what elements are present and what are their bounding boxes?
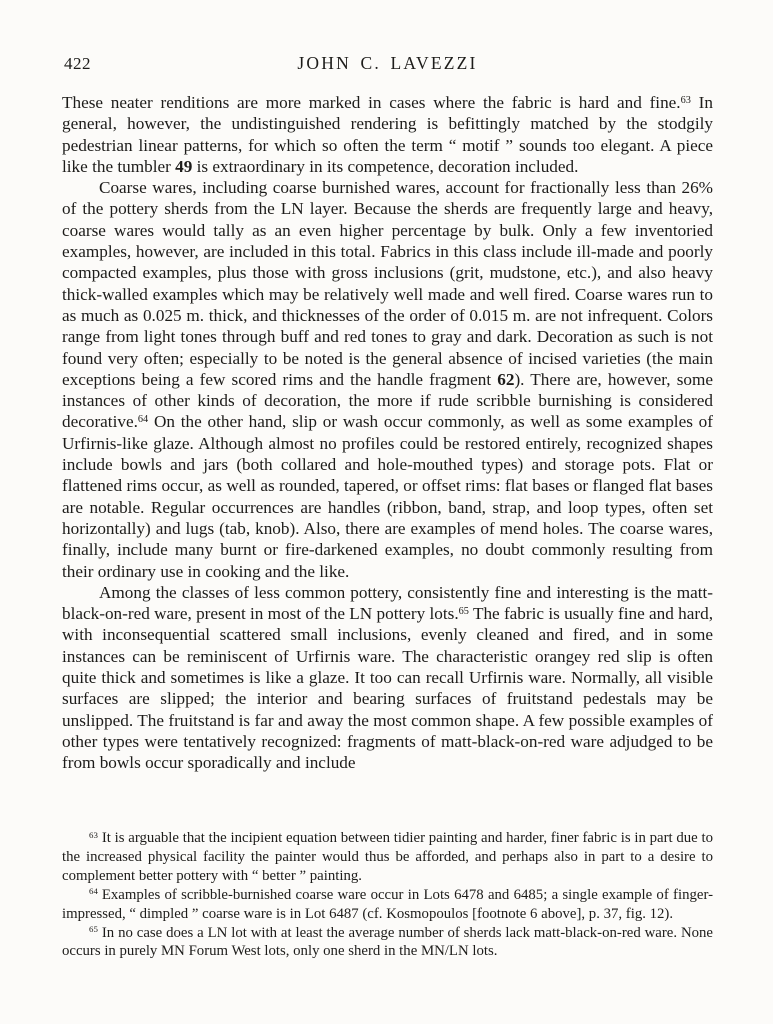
footnote-reference: 64 [137, 414, 149, 426]
catalogue-number: 49 [175, 156, 193, 176]
footnote-63: $^{63}$ It is arguable that the incipient equation between tidier painting and harder, finer fabric is in part due to the increased physical facility the painter would thus be afforded, and perhaps also in part to a desire to complement better pottery with “ better ” painting. [62, 829, 713, 884]
paragraph: Coarse wares, including coarse burnished wares, account for fractionally less than 26% of the pottery sherds from the LN layer. Because the sherds are frequently large and heavy, coarse wares would tally as an even higher percentage by bulk. Only a few inventoried examples, however, are included in this total. Fabrics in this class include ill-made and poorly compacted examples, plus those with gross inclusions (grit, mudstone, etc.), and also heavy thick-walled examples which may be relatively well made and well fired. Coarse wares run to as much as 0.025 m. thick, and thicknesses of the order of 0.015 m. are not infrequent. Colors range from light tones through buff and red tones to gray and dark. Decoration as such is not found very often; especially to be noted is the general absence of incised varieties (the main exceptions being a few scored rims and the handle fragment 62). There are, however, some instances of other kinds of decoration, the more if rude scribble burnishing is considered decorative.$^{64}$ On the other hand, slip or wash occur commonly, as well as some examples of Urfirnis-like glaze. Although almost no profiles could be restored entirely, recognized shapes include bowls and jars (both collared and hole-mouthed types) and storage pots. Flat or flattened rims occur, as well as rounded, tapered, or offset rims: flat bases or flanged flat bases are notable. Regular occurrences are handles (ribbon, band, strap, and loop types, often set horizontally) and lugs (tab, knob). Also, there are examples of mend holes. The coarse wares, finally, include many burnt or fire-darkened examples, no doubt commonly resulting from their ordinary use in cooking and the like. [62, 178, 713, 581]
paragraph: Among the classes of less common pottery, consistently fine and interesting is the matt-black-on-red ware, present in most of the LN pottery lots.$^{65}$ The fabric is usually fine and hard, with inconsequential scattered small inclusions, evenly cleaned and fired, and in some instances can be reminiscent of Urfirnis ware. The characteristic orangey red slip is often quite thick and sometimes is like a glaze. It too can recall Urfirnis ware. Normally, all visible surfaces are slipped; the interior and bearing surfaces of fruitstand pedestals may be unslipped. The fruitstand is far and away the most common shape. A few possible examples of other types were tentatively recognized: fragments of matt-black-on-red ware adjudged to be from bowls occur sporadically and include [62, 582, 714, 773]
footnote-reference: 65 [458, 605, 469, 617]
body-text [62, 92, 713, 774]
footnotes-section [62, 829, 713, 961]
footnote-64: $^{64}$ Examples of scribble-burnished coarse ware occur in Lots 6478 and 6485; a single example of finger-impressed, “ dimpled ” coarse ware is in Lot 6487 (cf. Kosmopoulos [footnote 6 above], p. 37, fig. 12). [62, 886, 713, 922]
footnote-number: 64 [89, 886, 98, 897]
footnote-number: 65 [89, 924, 98, 935]
paragraph: These neater renditions are more marked in cases where the fabric is hard and fine.$^{63}$ In general, however, the undistinguished rendering is befittingly matched by the stodgily pedestrian linear patterns, for which so often the term “ motif ” sounds too elegant. A piece like the tumbler 49 is extraordinary in its competence, decoration included. [62, 93, 713, 176]
footnote-65: $^{65}$ In no case does a LN lot with at least the average number of sherds lack matt-black-on-red ware. None occurs in purely MN Forum West lots, only one sherd in the MN/LN lots. [62, 924, 713, 960]
page-number: 422 [64, 54, 91, 73]
footnote-number: 63 [89, 829, 98, 840]
page-header [62, 53, 713, 74]
footnote-reference: 63 [680, 94, 691, 106]
catalogue-number: 62 [497, 369, 515, 389]
running-head: JOHN C. LAVEZZI [297, 53, 478, 73]
